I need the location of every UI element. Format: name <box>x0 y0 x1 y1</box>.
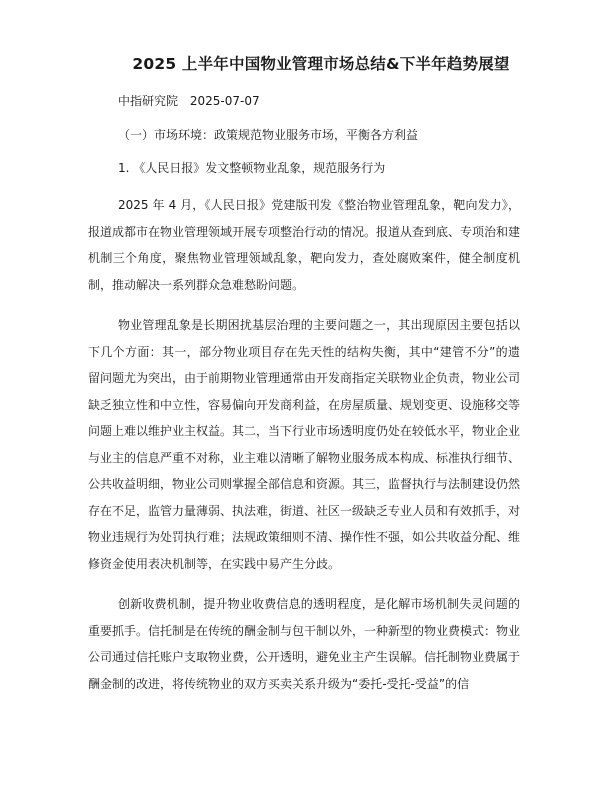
paragraph-1: 2025 年 4 月，《人民日报》党建版刊发《整治物业管理乱象，靶向发力》，报道成都市在物业管理领域开展专项整治行动的情况。报道从查到底、专项治和建机制三个角度，聚焦物业管理领域乱象，靶向发力，查处腐败案件，健全制度机制，推动解决一系列群众急难愁盼问题。 <box>88 198 521 292</box>
section-heading: （一）市场环境：政策规范物业服务市场，平衡各方利益 <box>118 128 419 142</box>
document-date: 2025-07-07 <box>189 94 260 108</box>
subheading: 1. 《人民日报》发文整顿物业乱象，规范服务行为 <box>118 161 386 175</box>
paragraph-3: 创新收费机制，提升物业收费信息的透明程度，是化解市场机制失灵问题的重要抓手。信托制是在传统的酬金制与包干制以外，一种新型的物业费模式：物业公司通过信托账户支取物业费，公开透明，避免业主产生误解。信托制物业费属于酬金制的改进，将传统物业的双方买卖关系升级为“委托-受托-受益”的信 <box>88 597 521 691</box>
document-page <box>88 52 520 711</box>
document-source: 中指研究院 <box>118 94 179 108</box>
paragraph-2: 物业管理乱象是长期困扰基层治理的主要问题之一，其出现原因主要包括以下几个方面：其一，部分物业项目存在先天性的结构失衡，其中“建管不分”的遗留问题尤为突出，由于前期物业管理通常由开发商指定关联物业企负责，物业公司缺乏独立性和中立性，容易偏向开发商利益，在房屋质量、规划变更、设施移交等问题上难以维护业主权益。其二，当下行业市场透明度仍处在较低水平，物业企业与业主的信息严重不对称，业主难以清晰了解物业服务成本构成、标准执行细节、公共收益明细，物业公司则掌握全部信息和资源。其三，监督执行与法制建设仍然存在不足，监管力量薄弱、执法难，街道、社区一级缺乏专业人员和有效抓手，对物业违规行为处罚执行难；法规政策细则不清、操作性不强，如公共收益分配、维修资金使用表决机制等，在实践中易产生分歧。 <box>88 318 521 571</box>
document-title: 2025 上半年中国物业管理市场总结&下半年趋势展望 <box>132 55 510 73</box>
document-meta <box>118 92 520 109</box>
